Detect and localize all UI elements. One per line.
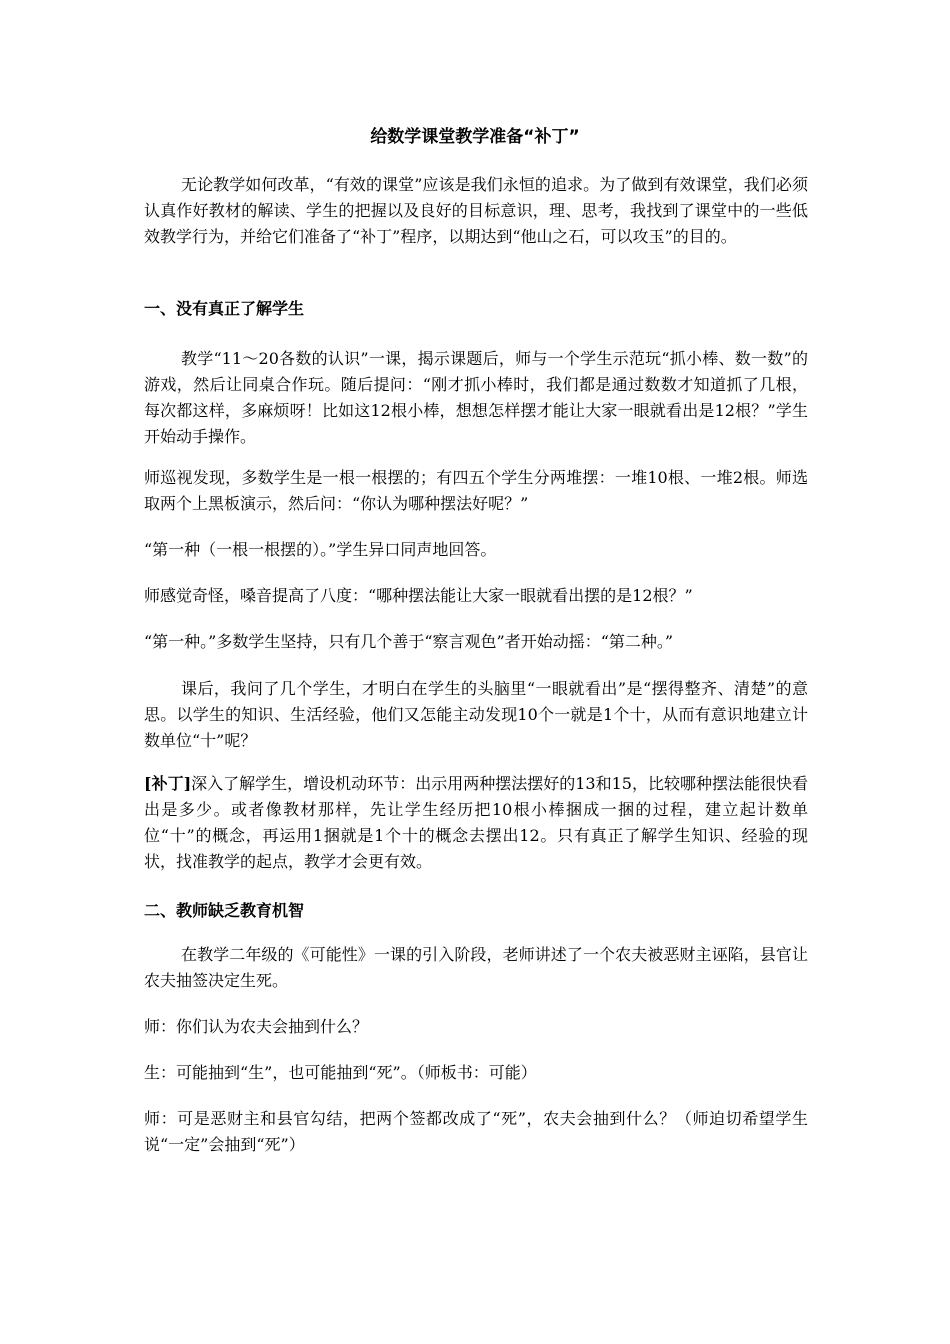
section-1-heading: 一、没有真正了解学生 (144, 299, 305, 318)
section-2-paragraph-3: 生：可能抽到“生”，也可能抽到“死”。（师板书：可能） (144, 1063, 537, 1082)
patch-paragraph (144, 771, 808, 875)
section-2-paragraph-1: 在教学二年级的《可能性》一课的引入阶段，老师讲述了一个农夫被恶财主诬陷，县官让农夫抽签决定生死。 (144, 945, 808, 990)
section-1-paragraph-6: 课后，我问了几个学生，才明白在学生的头脑里“一眼就看出”是“摆得整齐、清楚”的意思。以学生的知识、生活经验，他们又怎能主动发现10个一就是1个十，从而有意识地建立计数单位“十”呢？ (144, 679, 808, 750)
section-1-paragraph-5: “第一种。”多数学生坚持，只有几个善于“察言观色”者开始动摇：“第二种。” (144, 632, 674, 651)
section-1-paragraph-1: 教学“11～20各数的认识”一课，揭示课题后，师与一个学生示范玩“抓小棒、数一数”的游戏，然后让同桌合作玩。随后提问：“刚才抓小棒时，我们都是通过数数才知道抓了几根，每次都这样，多麻烦呀！比如这12根小棒，想想怎样摆才能让大家一眼就看出是12根？”学生开始动手操作。 (144, 349, 808, 446)
intro-paragraph: 无论教学如何改革，“有效的课堂”应该是我们永恒的追求。为了做到有效课堂，我们必须认真作好教材的解读、学生的把握以及良好的目标意识，理、思考，我找到了课堂中的一些低效教学行为，并给它们准备了“补丁”程序，以期达到“他山之石，可以攻玉”的目的。 (144, 175, 808, 246)
section-2-paragraph-2: 师：你们认为农夫会抽到什么？ (144, 1017, 369, 1036)
section-1-paragraph-3: “第一种（一根一根摆的）。”学生异口同声地回答。 (144, 540, 497, 559)
patch-text: 深入了解学生，增设机动环节：出示用两种摆法摆好的13和15，比较哪种摆法能很快看出是多少。或者像教材那样，先让学生经历把10根小棒捆成一捆的过程，建立起计数单位“十”的概念，再运用1捆就是1个十的概念去摆出12。只有真正了解学生知识、经验的现状，找准教学的起点，教学才会更有效。 (144, 774, 808, 871)
section-1-paragraph-2: 师巡视发现，多数学生是一根一根摆的；有四五个学生分两堆摆：一堆10根、一堆2根。师选取两个上黑板演示，然后问：“你认为哪种摆法好呢？” (144, 468, 808, 513)
document-title: 给数学课堂教学准备“补丁” (370, 127, 580, 147)
section-2-heading: 二、教师缺乏教育机智 (144, 901, 305, 920)
section-1-paragraph-4: 师感觉奇怪，嗓音提高了八度：“哪种摆法能让大家一眼就看出摆的是12根？” (144, 586, 693, 605)
section-2-paragraph-4: 师：可是恶财主和县官勾结，把两个签都改成了“死”，农夫会抽到什么？（师迫切希望学生说“一定”会抽到“死”） (144, 1109, 808, 1154)
patch-tag: [补丁] (144, 774, 192, 793)
